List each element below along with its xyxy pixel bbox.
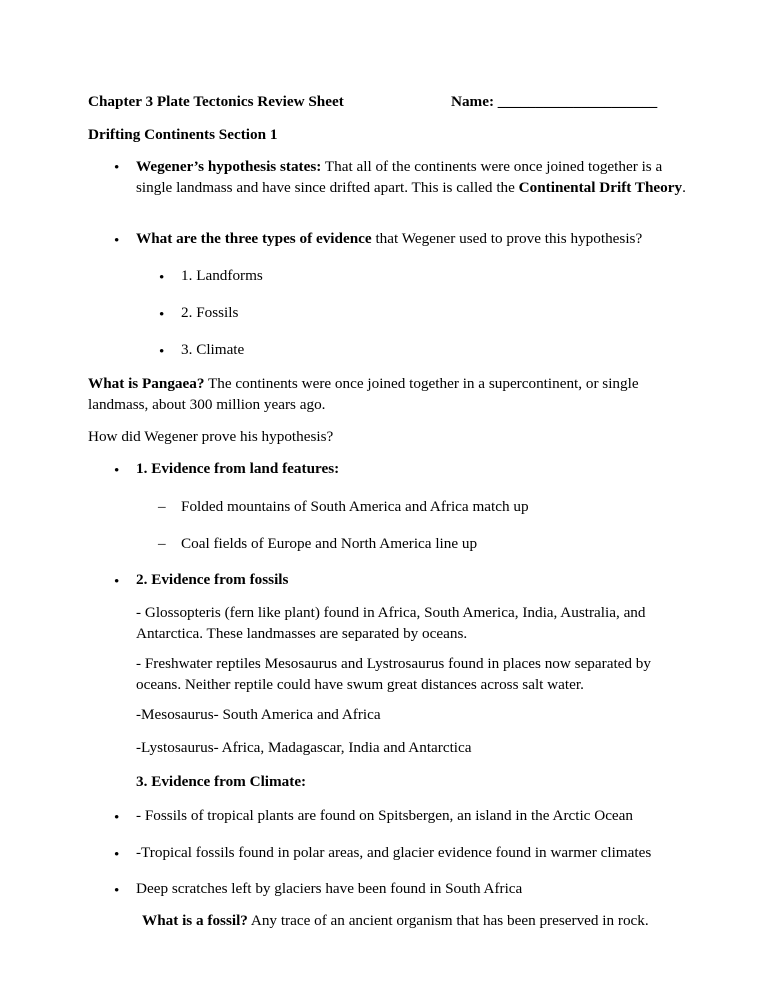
dash-icon: – (158, 535, 166, 552)
section-title: Drifting Continents Section 1 (88, 126, 278, 143)
pangaea-text: The continents were once joined together in a supercontinent, or single landmass, about 300 million years ago. (88, 375, 639, 413)
bullet-icon: • (114, 232, 120, 249)
hypothesis-paragraph (136, 156, 696, 198)
bullet-icon: • (159, 343, 165, 360)
pangaea-paragraph (88, 373, 668, 415)
bullet-icon: • (159, 306, 165, 323)
fossils-line: -Lystosaurus- Africa, Madagascar, India and Antarctica (136, 739, 472, 756)
land-item: Coal fields of Europe and North America line up (181, 535, 478, 552)
fossils-heading: 2. Evidence from fossils (136, 571, 289, 588)
hypothesis-end: . (682, 179, 686, 196)
climate-item: Deep scratches left by glaciers have been found in South Africa (136, 880, 523, 897)
evidence-question-text: that Wegener used to prove this hypothesis? (371, 230, 643, 247)
climate-item: -Tropical fossils found in polar areas, and glacier evidence found in warmer climates (136, 844, 652, 861)
evidence-question (136, 229, 642, 248)
prove-question: How did Wegener prove his hypothesis? (88, 428, 334, 445)
fossil-definition-text: Any trace of an ancient organism that has been preserved in rock. (247, 912, 649, 929)
evidence-type-item: 2. Fossils (181, 304, 239, 321)
bullet-icon: • (114, 462, 120, 479)
hypothesis-text: That all of the continents were once joined together is a single landmass and have since drifted apart. This is called the (136, 158, 663, 196)
evidence-type-item: 1. Landforms (181, 267, 263, 284)
fossil-definition (142, 911, 649, 930)
evidence-question-bold: What are the three types of evidence (136, 230, 372, 247)
bullet-icon: • (114, 882, 120, 899)
bullet-icon: • (114, 159, 120, 176)
bullet-icon: • (114, 809, 120, 826)
dash-icon: – (158, 498, 166, 515)
continental-drift-term: Continental Drift Theory (518, 179, 683, 196)
pangaea-label: What is Pangaea? (88, 375, 205, 392)
fossils-line: -Mesosaurus- South America and Africa (136, 706, 381, 723)
climate-item: - Fossils of tropical plants are found on Spitsbergen, an island in the Arctic Ocean (136, 807, 634, 824)
evidence-type-item: 3. Climate (181, 341, 245, 358)
hypothesis-label: Wegener’s hypothesis states: (136, 158, 322, 175)
fossil-definition-label: What is a fossil? (142, 912, 248, 929)
land-heading: 1. Evidence from land features: (136, 460, 340, 477)
bullet-icon: • (114, 846, 120, 863)
fossils-paragraph: - Glossopteris (fern like plant) found in Africa, South America, India, Australia, and Antarctica. These landmasses are separated by oceans. (136, 604, 646, 642)
fossils-paragraph: - Freshwater reptiles Mesosaurus and Lystrosaurus found in places now separated by oceans. Neither reptile could have swum great distances across salt water. (136, 655, 651, 693)
page-title: Chapter 3 Plate Tectonics Review Sheet (88, 93, 344, 110)
bullet-icon: • (114, 573, 120, 590)
name-field: Name: _____________________ (451, 93, 658, 110)
land-item: Folded mountains of South America and Africa match up (181, 498, 529, 515)
bullet-icon: • (159, 269, 165, 286)
climate-heading: 3. Evidence from Climate: (136, 773, 307, 790)
